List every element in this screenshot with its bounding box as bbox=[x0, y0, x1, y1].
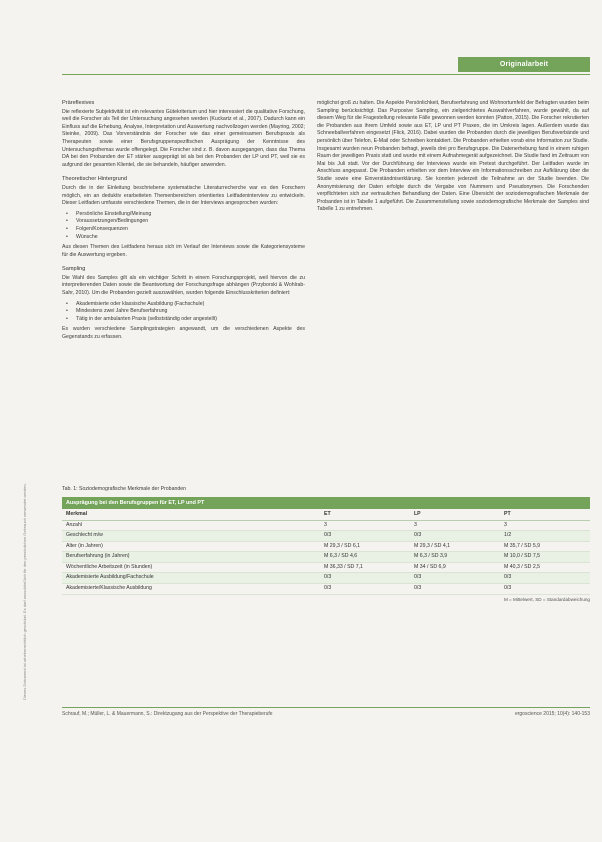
table-cell: M 40,3 / SD 2,5 bbox=[500, 562, 590, 573]
table-cell: Akademisierte/Klassische Ausbildung bbox=[62, 584, 320, 595]
header-rule bbox=[62, 74, 590, 75]
table-cell: Wöchentliche Arbeitszeit (in Stunden) bbox=[62, 562, 320, 573]
paragraph: Die Wahl des Samples gilt als ein wichtiger Schritt in einem Forschungsprojekt, weil hiervon die zu interpretierenden Daten sowie die Beantwortung der Forschungsfrage abhängen (Przyborski & Wohlrab-Sahr, 2010). Um die Probanden gezielt auszuwählen, wurden folgende Einschlusskriterien definiert: bbox=[62, 274, 305, 297]
list-item: • Wünsche bbox=[66, 234, 305, 242]
table-cell: M 36,33 / SD 7,1 bbox=[320, 562, 410, 573]
list-item: • Akademisierte oder klassische Ausbildung (Fachschule) bbox=[66, 301, 305, 309]
table-cell: M 6,3 / SD 4,6 bbox=[320, 552, 410, 563]
column-header: Merkmal bbox=[62, 509, 320, 520]
table-cell: Akademisierte Ausbildung/Fachschule bbox=[62, 573, 320, 584]
table-row bbox=[62, 531, 590, 542]
footer-rule bbox=[62, 707, 590, 708]
table-row bbox=[62, 584, 590, 595]
footer-journal: ergoscience 2015; 10(4): 140-153 bbox=[514, 711, 590, 717]
column-header: ET bbox=[320, 509, 410, 520]
table-cell: 3 bbox=[500, 520, 590, 531]
table-cell: 0/3 bbox=[500, 584, 590, 595]
table-cell: Anzahl bbox=[62, 520, 320, 531]
list-item: • Folgen/Konsequenzen bbox=[66, 226, 305, 234]
table-cell: 0/3 bbox=[410, 531, 500, 542]
table-cell: M 29,3 / SD 4,1 bbox=[410, 541, 500, 552]
list-item: • Tätig in der ambulanten Praxis (selbstständig oder angestellt) bbox=[66, 316, 305, 324]
table-cell: 3 bbox=[410, 520, 500, 531]
table-cell: M 35,7 / SD 5,9 bbox=[500, 541, 590, 552]
footer-citation: Schrauf, M.; Müller, L. & Mauermann, S.: Direktzugang aus der Perspektive der Therapieberufe bbox=[62, 711, 273, 717]
table-row bbox=[62, 541, 590, 552]
paragraph: Die reflexierte Subjektivität ist ein relevantes Gütekriterium und hier interessiert die qualitative Forschung, weil die Forscher als Teil der Untersuchung angesehen werden (Kuckartz et al., 2007). Dadurch kann ein Einfluss auf die Erhebung, Analyse, Interpretation und Auswertung nachvollzogen werden (Mayring, 2002; Steinke, 2009). Das Vorverständnis der Forscher wie das einer gemeinsamen Berufspraxis als Therapeuten sowie einer Berufsgruppenspezifischen Ausprägung der Kenntnisse des Untersuchungsthemas wurde offengelegt. Die Forscher sind z. B. davon ausgegangen, dass das Thema DA bei den Probanden der ET stärker ausgeprägt ist als bei den Probanden der LP und PT, weil sie es aufgrund der gesamten Klientel, die sie behandeln, häufiger anwenden. bbox=[62, 108, 305, 168]
column-header: PT bbox=[500, 509, 590, 520]
table-cell: M 29,3 / SD 6,1 bbox=[320, 541, 410, 552]
table-header-row bbox=[62, 509, 590, 520]
table-cell: M 34 / SD 6,9 bbox=[410, 562, 500, 573]
table-note: M = Mittelwert, SD = Standardabweichung bbox=[503, 596, 590, 602]
bullet-list bbox=[66, 211, 305, 241]
paragraph: Aus diesen Themen des Leitfadens heraus sich im Verlauf der Interviews sowie die Kategoriensysteme für die Auswertung ergeben. bbox=[62, 244, 305, 258]
table-cell: Alter (in Jahren) bbox=[62, 541, 320, 552]
left-column bbox=[62, 100, 305, 345]
table-cell: Berufserfahrung (in Jahren) bbox=[62, 552, 320, 563]
table-cell: M 6,3 / SD 3,9 bbox=[410, 552, 500, 563]
table-title: Ausprägung bei den Berufsgruppen für ET, LP und PT bbox=[62, 497, 590, 509]
copyright-side-note: Dieses Dokument ist urheberrechtlich geschützt. Es darf ausschließlich für den persönlichen Gebrauch verwendet werden. bbox=[22, 483, 27, 700]
column-header: LP bbox=[410, 509, 500, 520]
table-row bbox=[62, 552, 590, 563]
list-item: • Persönliche Einstellung/Meinung bbox=[66, 211, 305, 219]
right-column bbox=[317, 100, 589, 217]
table-caption: Tab. 1: Soziodemografische Merkmale der Probanden bbox=[62, 486, 186, 492]
list-item: • Voraussetzungen/Bedingungen bbox=[66, 218, 305, 226]
table-row bbox=[62, 520, 590, 531]
table-cell: 0/3 bbox=[320, 531, 410, 542]
table-row bbox=[62, 573, 590, 584]
table bbox=[62, 509, 590, 595]
table-row bbox=[62, 562, 590, 573]
table-cell: 0/3 bbox=[410, 573, 500, 584]
bullet-list bbox=[66, 301, 305, 324]
table-cell: Geschlecht m/w bbox=[62, 531, 320, 542]
table-cell: 0/3 bbox=[500, 573, 590, 584]
table-cell: M 10,0 / SD 7,5 bbox=[500, 552, 590, 563]
section-heading: Präreflexives bbox=[62, 100, 95, 106]
table-cell: 3 bbox=[320, 520, 410, 531]
section-heading: Sampling bbox=[62, 266, 86, 273]
paragraph: Es wurden verschiedene Samplingstrategien angewandt, um die verschiedenen Aspekte des Gegenstands zu erfassen. bbox=[62, 326, 305, 341]
table-cell: 0/3 bbox=[410, 584, 500, 595]
section-heading: Theoretischer Hintergrund bbox=[62, 176, 127, 183]
list-item: • Mindestens zwei Jahre Berufserfahrung bbox=[66, 308, 305, 316]
paragraph: Durch die in der Einleitung beschriebene systematische Literaturrecherche war es den Forschern möglich, ein an deduktiv erarbeiteten Themenbereichen orientiertes Leitfadeninterview zu entwickeln. Dieser Leitfaden umfasste verschiedene Themen, die in der Interviews angesprochen wurden: bbox=[62, 184, 305, 207]
table-cell: 0/3 bbox=[320, 584, 410, 595]
table-cell: 0/3 bbox=[320, 573, 410, 584]
table-cell: 1/2 bbox=[500, 531, 590, 542]
section-tag: Originalarbeit bbox=[458, 57, 590, 72]
paragraph: möglichst groß zu halten. Die Aspekte Persönlichkeit, Berufserfahrung und Wohnortumfeld der Befragten wurden beim Sampling berücksichtigt. Das Purposive Sampling, ein zielgerichtetes Auswahlverfahren, wurde gewählt, da auf diesem Weg für die Fragestellung relevante Fälle gewonnen werden konnten (Patton, 2015). Die Forscher rekrutierten die Probanden aus ihrem Umfeld sowie aus ET, LP und PT Praxen, die im Umkreis lagen. Außerdem wurde das Schneeballverfahren eingesetzt (Flick, 2016). Dabei wurden die Probanden durch die jeweiligen Berufsverbände und persönlich über Telefon, E-Mail oder Schreiben kontaktiert. Die Probanden erhielten vorab eine Information zur Studie. Insgesamt wurden neun Probanden befragt, jeweils drei pro Berufsgruppe. Die Datenerhebung fand in einem ruhigen Raum der jeweiligen Praxis statt und wurde mit einem Aufnahmegerät aufgezeichnet. Die Studie fand im Zeitraum von Mai bis Juli statt. Vor der Durchführung der Interviews wurde ein Pretest durchgeführt. Der Leitfaden wurde im Anschluss angepasst. Die Probanden erhielten vor dem Interview ein Informationsschreiben zur Aufklärung über die Studie sowie eine Einverständniserklärung. Sie konnten jederzeit die Teilnahme an der Studie beenden. Die Anonymisierung der Daten erfolgte durch die Vergabe von Nummern und Pseudonymen. Die Forschenden verpflichteten sich zur vertraulichen Behandlung der Daten. Eine Übersicht der soziodemografischen Merkmale der Probanden ist in Tabelle 1 aufgeführt. Die Zusammenstellung sowie soziodemografische Merkmale der Samples sind Tabelle 1 zu entnehmen. bbox=[317, 100, 589, 213]
table-body bbox=[62, 520, 590, 594]
data-table bbox=[62, 497, 590, 602]
